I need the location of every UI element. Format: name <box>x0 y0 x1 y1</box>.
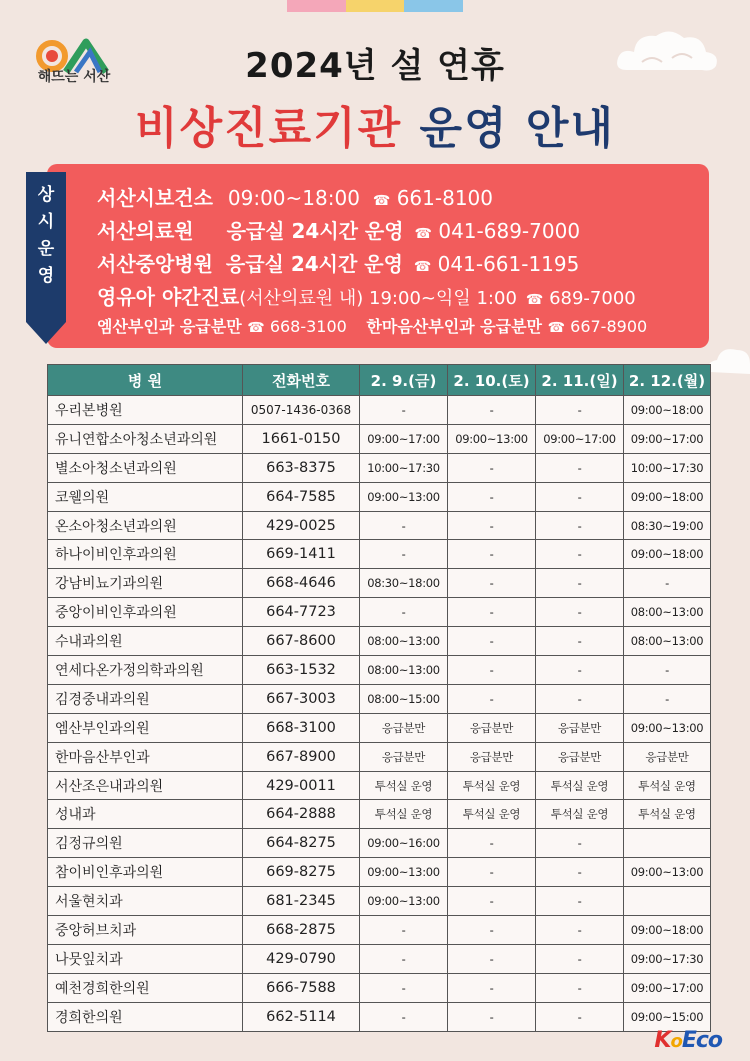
facility-name: 서산의료원 <box>97 219 194 243</box>
table-row <box>48 713 711 742</box>
table-row <box>48 569 711 598</box>
clinic-name-cell: 서산조은내과의원 <box>48 771 243 800</box>
schedule-cell: 09:00~15:00 <box>624 1002 711 1031</box>
schedule-cell: 응급분만 <box>536 742 624 771</box>
table-row <box>48 742 711 771</box>
schedule-cell: - <box>360 511 448 540</box>
phone-cell: 0507-1436-0368 <box>243 396 360 425</box>
phone-cell: 664-7723 <box>243 598 360 627</box>
facility-info: 09:00~18:00 <box>227 186 360 210</box>
schedule-cell: - <box>448 656 536 685</box>
schedule-cell: 응급분만 <box>624 742 711 771</box>
schedule-cell: 09:00~17:00 <box>624 973 711 1002</box>
schedule-cell: 투석실 운영 <box>448 800 536 829</box>
schedule-cell: 투석실 운영 <box>624 800 711 829</box>
schedule-cell: - <box>536 627 624 656</box>
phone-cell: 429-0790 <box>243 944 360 973</box>
schedule-cell: 08:00~13:00 <box>360 656 448 685</box>
schedule-cell: - <box>448 858 536 887</box>
delivery-label: 엠산부인과 응급분만 <box>97 317 242 336</box>
schedule-cell: 09:00~18:00 <box>624 540 711 569</box>
table-row <box>48 887 711 916</box>
phone-icon: ☎ <box>414 226 432 242</box>
facility-info: 응급실 24시간 운영 <box>226 219 404 243</box>
clinic-name-cell: 김경중내과의원 <box>48 684 243 713</box>
schedule-cell: - <box>448 973 536 1002</box>
clinic-name-cell: 중앙이비인후과의원 <box>48 598 243 627</box>
table-row <box>48 858 711 887</box>
facility-info: (서산의료원 내) 19:00~익일 1:00 <box>239 288 517 309</box>
schedule-cell: 08:30~18:00 <box>360 569 448 598</box>
phone-icon: ☎ <box>413 259 432 275</box>
table-row <box>48 453 711 482</box>
title-line-2 <box>0 92 750 156</box>
always-open-tag <box>26 172 66 322</box>
phone-cell: 667-8900 <box>243 742 360 771</box>
schedule-cell: - <box>360 1002 448 1031</box>
title-red: 비상진료기관 <box>135 103 403 154</box>
table-row <box>48 800 711 829</box>
table-row <box>48 656 711 685</box>
clinic-name-cell: 서울현치과 <box>48 887 243 916</box>
schedule-cell: 응급분만 <box>360 713 448 742</box>
schedule-cell: 08:00~13:00 <box>624 627 711 656</box>
schedule-cell: - <box>624 656 711 685</box>
schedule-cell: - <box>536 453 624 482</box>
clinic-name-cell: 하나이비인후과의원 <box>48 540 243 569</box>
delivery-label: 한마음산부인과 응급분만 <box>366 317 543 336</box>
table-row <box>48 482 711 511</box>
schedule-cell: - <box>448 598 536 627</box>
phone-cell: 666-7588 <box>243 973 360 1002</box>
brand-k: K <box>654 1028 671 1053</box>
schedule-cell <box>624 887 711 916</box>
phone-cell: 681-2345 <box>243 887 360 916</box>
column-header: 2. 9.(금) <box>360 365 448 396</box>
phone-icon: ☎ <box>372 193 391 209</box>
phone-cell: 429-0025 <box>243 511 360 540</box>
table-row <box>48 1002 711 1031</box>
schedule-cell: - <box>536 829 624 858</box>
schedule-cell: 투석실 운영 <box>624 771 711 800</box>
facility-phone: 041-689-7000 <box>438 219 581 243</box>
phone-cell: 667-3003 <box>243 684 360 713</box>
table-row <box>48 973 711 1002</box>
schedule-cell: 응급분만 <box>448 713 536 742</box>
clinic-name-cell: 연세다온가정의학과의원 <box>48 656 243 685</box>
schedule-cell: - <box>536 482 624 511</box>
logo-text: 해뜨는 서산 <box>37 69 111 85</box>
clinic-name-cell: 강남비뇨기과의원 <box>48 569 243 598</box>
schedule-cell: 10:00~17:30 <box>360 453 448 482</box>
clinic-name-cell: 참이비인후과의원 <box>48 858 243 887</box>
schedule-cell: 투석실 운영 <box>360 800 448 829</box>
table-row <box>48 511 711 540</box>
clinic-name-cell: 김정규의원 <box>48 829 243 858</box>
koeco-logo <box>654 1028 722 1053</box>
schedule-cell: - <box>448 916 536 945</box>
schedule-cell: 10:00~17:30 <box>624 453 711 482</box>
delivery-phone: 667-8900 <box>570 317 648 336</box>
table-row <box>48 598 711 627</box>
schedule-cell: - <box>448 627 536 656</box>
schedule-cell: - <box>536 887 624 916</box>
schedule-cell: - <box>360 598 448 627</box>
table-row <box>48 829 711 858</box>
schedule-cell: 09:00~13:00 <box>360 887 448 916</box>
schedule-cell: - <box>536 396 624 425</box>
schedule-cell: - <box>448 453 536 482</box>
facility-name: 서산중앙병원 <box>97 252 213 276</box>
schedule-cell: 투석실 운영 <box>448 771 536 800</box>
panel-line-central-hospital <box>97 248 579 277</box>
panel-line-health-center <box>97 182 493 211</box>
schedule-cell: 투석실 운영 <box>360 771 448 800</box>
schedule-cell: - <box>448 887 536 916</box>
column-header: 2. 12.(월) <box>624 365 711 396</box>
tag-char: 영 <box>37 266 55 286</box>
top-color-bar <box>287 0 463 12</box>
table-row <box>48 916 711 945</box>
schedule-cell: 09:00~16:00 <box>360 829 448 858</box>
schedule-cell: 09:00~13:00 <box>448 424 536 453</box>
schedule-cell: 09:00~18:00 <box>624 482 711 511</box>
schedule-cell: 09:00~17:00 <box>536 424 624 453</box>
clinic-name-cell: 엠산부인과의원 <box>48 713 243 742</box>
phone-cell: 668-4646 <box>243 569 360 598</box>
delivery-phone: 668-3100 <box>269 317 347 336</box>
schedule-cell: - <box>536 540 624 569</box>
phone-cell: 664-2888 <box>243 800 360 829</box>
schedule-cell: 09:00~18:00 <box>624 916 711 945</box>
clinic-name-cell: 성내과 <box>48 800 243 829</box>
schedule-cell: - <box>448 684 536 713</box>
phone-cell: 1661-0150 <box>243 424 360 453</box>
tag-tip <box>26 322 66 344</box>
schedule-cell: 응급분만 <box>448 742 536 771</box>
clinic-name-cell: 별소아청소년과의원 <box>48 453 243 482</box>
tag-char: 시 <box>37 212 55 232</box>
phone-cell: 664-8275 <box>243 829 360 858</box>
schedule-cell: - <box>448 569 536 598</box>
schedule-cell: 09:00~17:00 <box>360 424 448 453</box>
panel-line-infant-night <box>97 281 636 310</box>
schedule-cell: - <box>536 944 624 973</box>
schedule-cell <box>624 829 711 858</box>
title-line-1: 2024년 설 연휴 <box>245 46 505 86</box>
facility-phone: 041-661-1195 <box>437 252 580 276</box>
table-row <box>48 627 711 656</box>
schedule-cell: 09:00~13:00 <box>360 482 448 511</box>
schedule-cell: - <box>536 656 624 685</box>
schedule-cell: - <box>448 511 536 540</box>
schedule-cell: - <box>536 684 624 713</box>
phone-cell: 664-7585 <box>243 482 360 511</box>
phone-cell: 668-2875 <box>243 916 360 945</box>
clinic-name-cell: 코웰의원 <box>48 482 243 511</box>
clinic-name-cell: 한마음산부인과 <box>48 742 243 771</box>
phone-cell: 663-1532 <box>243 656 360 685</box>
schedule-cell: - <box>448 1002 536 1031</box>
schedule-cell: 08:30~19:00 <box>624 511 711 540</box>
table-row <box>48 540 711 569</box>
schedule-cell: 08:00~13:00 <box>360 627 448 656</box>
schedule-cell: - <box>624 684 711 713</box>
column-header: 병 원 <box>48 365 243 396</box>
schedule-cell: 08:00~15:00 <box>360 684 448 713</box>
table-header-row <box>48 365 711 396</box>
table-row <box>48 944 711 973</box>
schedule-cell: - <box>536 569 624 598</box>
clinic-name-cell: 경희한의원 <box>48 1002 243 1031</box>
schedule-cell: - <box>536 916 624 945</box>
clinic-name-cell: 유니연합소아청소년과의원 <box>48 424 243 453</box>
clinic-name-cell: 중앙허브치과 <box>48 916 243 945</box>
schedule-cell: 투석실 운영 <box>536 771 624 800</box>
schedule-cell: 09:00~18:00 <box>624 396 711 425</box>
brand-o: o <box>670 1031 682 1052</box>
schedule-cell: 투석실 운영 <box>536 800 624 829</box>
schedule-cell: - <box>360 396 448 425</box>
clinic-name-cell: 예천경희한의원 <box>48 973 243 1002</box>
schedule-cell: - <box>360 973 448 1002</box>
schedule-cell: - <box>448 829 536 858</box>
schedule-cell: - <box>360 540 448 569</box>
table-row <box>48 684 711 713</box>
phone-cell: 669-1411 <box>243 540 360 569</box>
cloud-decoration-icon <box>705 340 750 380</box>
column-header: 2. 11.(일) <box>536 365 624 396</box>
panel-line-delivery <box>97 314 647 337</box>
table-row <box>48 771 711 800</box>
schedule-cell: - <box>448 540 536 569</box>
schedule-cell: 08:00~13:00 <box>624 598 711 627</box>
schedule-cell: 09:00~17:00 <box>624 424 711 453</box>
phone-icon: ☎ <box>547 320 566 336</box>
phone-cell: 669-8275 <box>243 858 360 887</box>
schedule-cell: - <box>448 944 536 973</box>
schedule-cell: - <box>448 482 536 511</box>
panel-line-medical-center <box>97 215 580 244</box>
clinic-name-cell: 우리본병원 <box>48 396 243 425</box>
phone-cell: 668-3100 <box>243 713 360 742</box>
phone-cell: 663-8375 <box>243 453 360 482</box>
phone-icon: ☎ <box>247 320 265 336</box>
schedule-cell: - <box>360 944 448 973</box>
column-header: 전화번호 <box>243 365 360 396</box>
title-navy: 운영 안내 <box>419 103 615 154</box>
schedule-cell: 09:00~13:00 <box>360 858 448 887</box>
facility-name: 영유아 야간진료 <box>97 285 240 309</box>
phone-cell: 429-0011 <box>243 771 360 800</box>
facility-info: 응급실 24시간 운영 <box>225 252 403 276</box>
schedule-cell: 09:00~13:00 <box>624 713 711 742</box>
phone-cell: 662-5114 <box>243 1002 360 1031</box>
tag-char: 상 <box>37 185 55 205</box>
clinic-name-cell: 나뭇잎치과 <box>48 944 243 973</box>
schedule-cell: 09:00~17:30 <box>624 944 711 973</box>
schedule-cell: - <box>536 511 624 540</box>
column-header: 2. 10.(토) <box>448 365 536 396</box>
table-row <box>48 424 711 453</box>
facility-name: 서산시보건소 <box>97 186 213 210</box>
schedule-cell: - <box>448 396 536 425</box>
clinic-name-cell: 수내과의원 <box>48 627 243 656</box>
schedule-cell: - <box>536 858 624 887</box>
phone-icon: ☎ <box>525 292 544 308</box>
phone-cell: 667-8600 <box>243 627 360 656</box>
schedule-cell: - <box>536 973 624 1002</box>
schedule-cell: 응급분만 <box>536 713 624 742</box>
brand-eco: Eco <box>681 1028 722 1053</box>
clinic-schedule-table <box>47 364 711 1032</box>
facility-phone: 661-8100 <box>396 186 493 210</box>
tag-char: 운 <box>37 239 55 259</box>
schedule-cell: - <box>360 916 448 945</box>
clinic-name-cell: 온소아청소년과의원 <box>48 511 243 540</box>
schedule-cell: - <box>624 569 711 598</box>
schedule-cell: - <box>536 598 624 627</box>
table-row <box>48 396 711 425</box>
schedule-cell: 응급분만 <box>360 742 448 771</box>
schedule-cell: - <box>536 1002 624 1031</box>
schedule-cell: 09:00~13:00 <box>624 858 711 887</box>
facility-phone: 689-7000 <box>549 288 636 309</box>
